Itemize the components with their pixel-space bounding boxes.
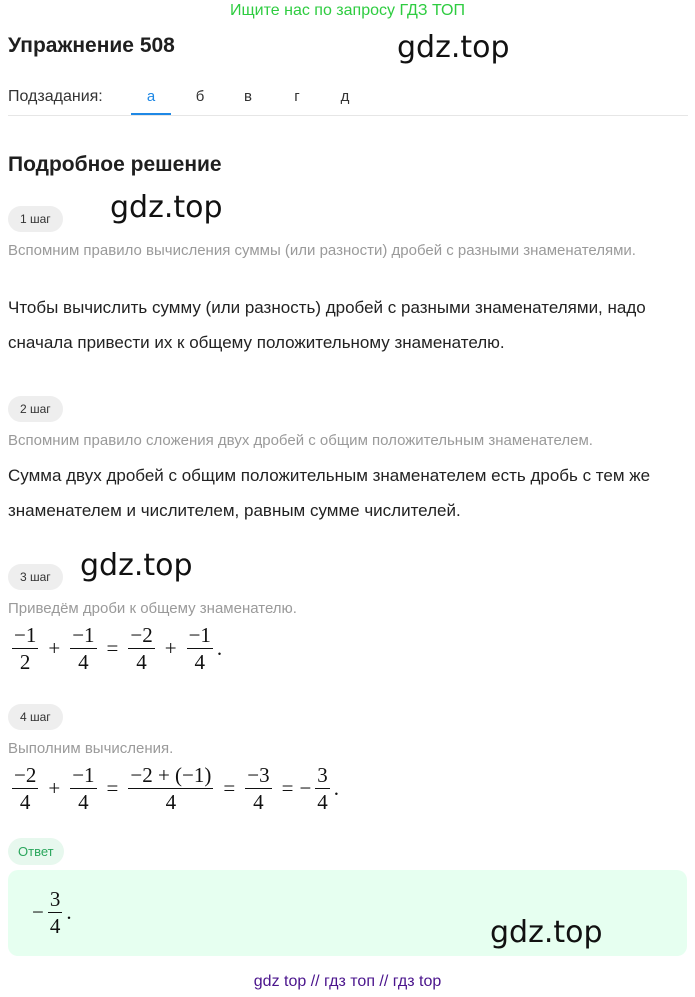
fraction: $\frac{-2 + (-1)}{4}$ [130,763,212,814]
watermark: gdz.top [80,548,193,583]
divider [8,115,688,116]
footer-links[interactable]: gdz top // гдз топ // гдз top [253,973,442,990]
tab-g[interactable]: г [294,88,300,105]
watermark: gdz.top [110,190,223,225]
step-4-rule: Выполним вычисления. [8,740,174,757]
step-3-rule: Приведём дроби к общему знаменателю. [8,600,297,617]
step-4-equation: $\frac{-2}{4}$ + $\frac{-1}{4}$ = $\frac{-2 + (-1)}{4}$ = $\frac{-3}{4}$ = − $\frac{3}{4}$ . [14,763,340,814]
page-title: Упражнение 508 [8,34,175,57]
step-2-text: Сумма двух дробей с общим положительным знаменателем есть дробь с тем же знаменателем и числителем, равным сумме числителей. [8,466,651,520]
fraction: $\frac{3}{4}$ [317,763,328,814]
tab-a[interactable]: а [146,88,156,105]
answer-value: − $\frac{3}{4}$ . [32,887,72,938]
fraction: $\frac{-2}{4}$ [14,763,37,814]
step-3-equation: $\frac{-1}{2}$ + $\frac{-1}{4}$ = $\frac{-2}{4}$ + $\frac{-1}{4}$ . [14,623,223,674]
tab-b[interactable]: б [195,88,205,105]
fraction: $\frac{-1}{4}$ [72,763,95,814]
tab-d[interactable]: д [340,88,350,105]
step-1-text: Чтобы вычислить сумму (или разность) дробей с разными знаменателями, надо сначала привести их к общему положительному знаменателю. [8,298,646,352]
fraction: $\frac{-3}{4}$ [247,763,270,814]
step-2-badge: 2 шаг [8,396,63,422]
answer-badge: Ответ [8,838,64,865]
fraction: $\frac{-1}{2}$ [14,623,37,674]
fraction: $\frac{-1}{4}$ [188,623,211,674]
watermark: gdz.top [490,915,603,950]
tab-v[interactable]: в [244,88,252,105]
promo-banner[interactable]: Ищите нас по запросу ГДЗ ТОП [230,2,465,19]
fraction: $\frac{-1}{4}$ [72,623,95,674]
step-1-rule: Вспомним правило вычисления суммы (или разности) дробей с разными знаменателями. [8,242,636,259]
step-4-badge: 4 шаг [8,704,63,730]
step-3-badge: 3 шаг [8,564,63,590]
step-1-badge: 1 шаг [8,206,63,232]
fraction: $\frac{3}{4}$ [49,887,61,938]
watermark: gdz.top [397,30,510,65]
fraction: $\frac{-2}{4}$ [130,623,153,674]
subtasks-label: Подзадания: [8,88,103,105]
step-2-rule: Вспомним правило сложения двух дробей с общим положительным знаменателем. [8,432,593,449]
solution-heading: Подробное решение [8,153,222,176]
